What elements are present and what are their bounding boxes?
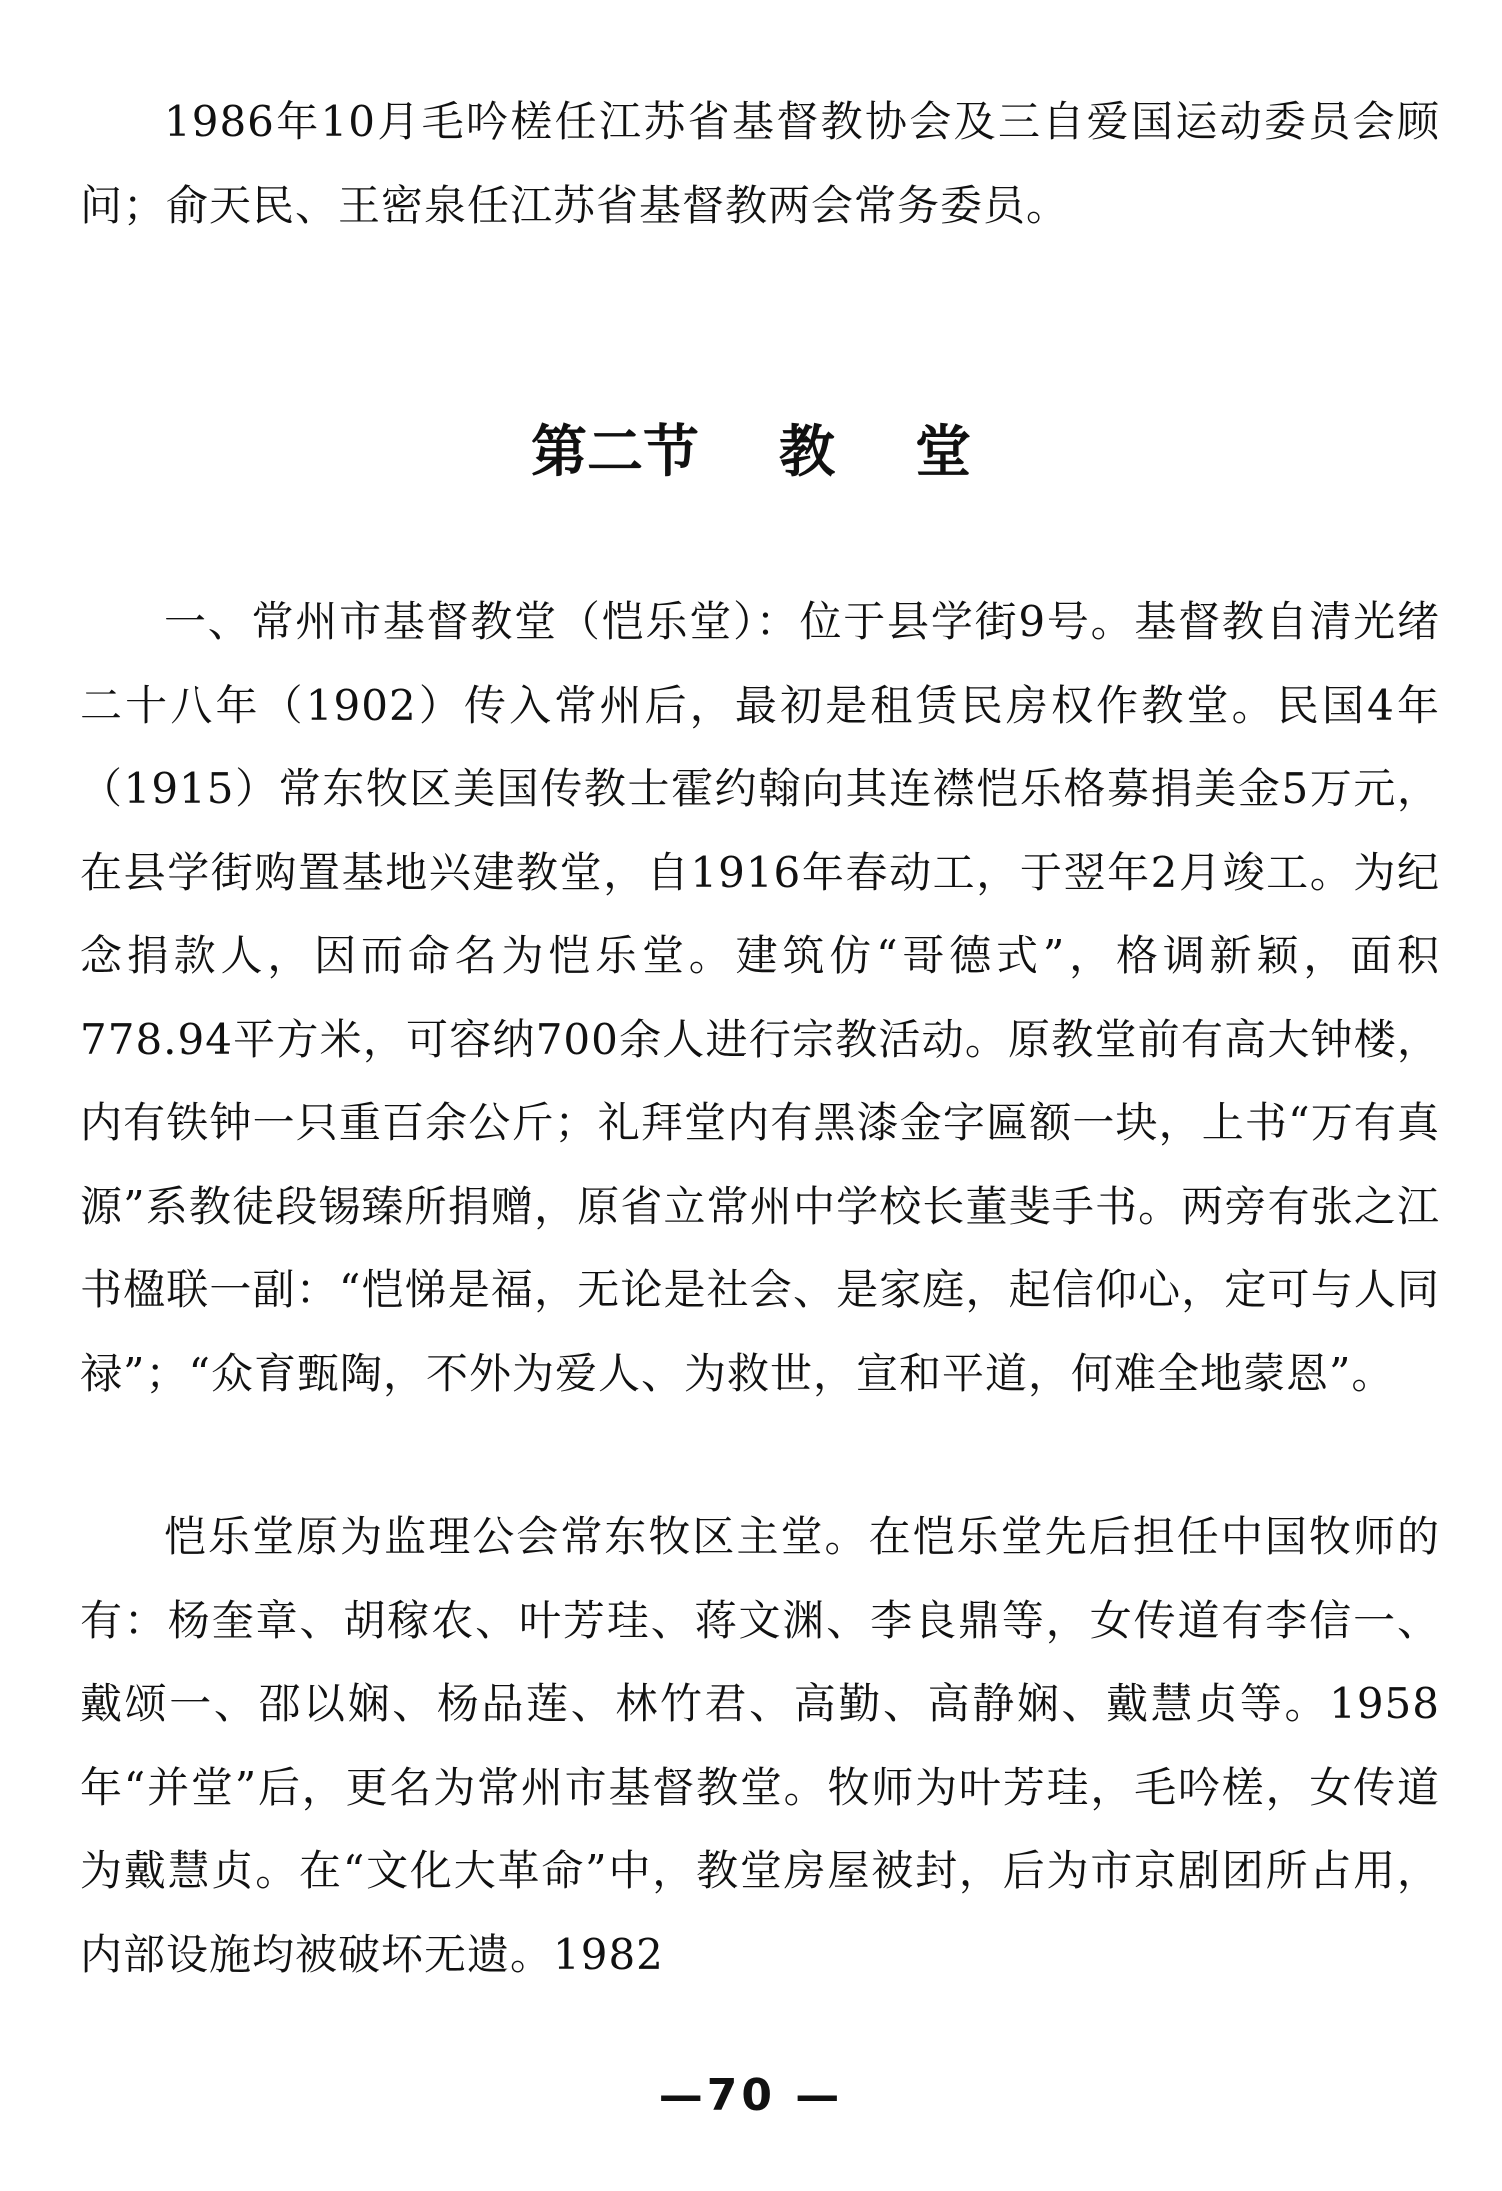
section-number: 第二节 [531, 420, 699, 485]
body-paragraph: 恺乐堂原为监理公会常东牧区主堂。在恺乐堂先后担任中国牧师的有：杨奎章、胡稼农、叶芳珪、蒋文渊、李良鼎等，女传道有李信一、戴颂一、邵以娴、杨品莲、林竹君、高勤、高静娴、戴慧贞等。1958年“并堂”后，更名为常州市基督教堂。牧师为叶芳珪，毛吟槎，女传道为戴慧贞。在“文化大革命”中，教堂房屋被封，后为市京剧团所占用，内部设施均被破坏无遗。1982 [80, 1512, 1440, 1979]
intro-paragraph: 1986年10月毛吟槎任江苏省基督教协会及三自爱国运动委员会顾问；俞天民、王密泉任江苏省基督教两会常务委员。 [80, 97, 1440, 230]
section-title-part-2: 堂 [915, 420, 971, 485]
section-title-part-1: 教 [779, 420, 835, 485]
body-paragraph: 一、常州市基督教堂（恺乐堂）：位于县学街9号。基督教自清光绪二十八年（1902）传入常州后，最初是租赁民房权作教堂。民国4年（1915）常东牧区美国传教士霍约翰向其连襟恺乐格募捐美金5万元，在县学街购置基地兴建教堂，自1916年春动工，于翌年2月竣工。为纪念捐款人，因而命名为恺乐堂。建筑仿“哥德式”，格调新颖，面积778.94平方米，可容纳700余人进行宗教活动。原教堂前有高大钟楼，内有铁钟一只重百余公斤；礼拜堂内有黑漆金字匾额一块，上书“万有真源”系教徒段锡臻所捐赠，原省立常州中学校长董斐手书。两旁有张之江书楹联一副：“恺悌是福，无论是社会、是家庭，起信仰心，定可与人同禄”；“众育甄陶，不外为爱人、为救世，宣和平道，何难全地蒙恩”。 [80, 597, 1440, 1398]
page-number: —70 — [658, 2070, 844, 2121]
section-heading [0, 408, 1502, 488]
